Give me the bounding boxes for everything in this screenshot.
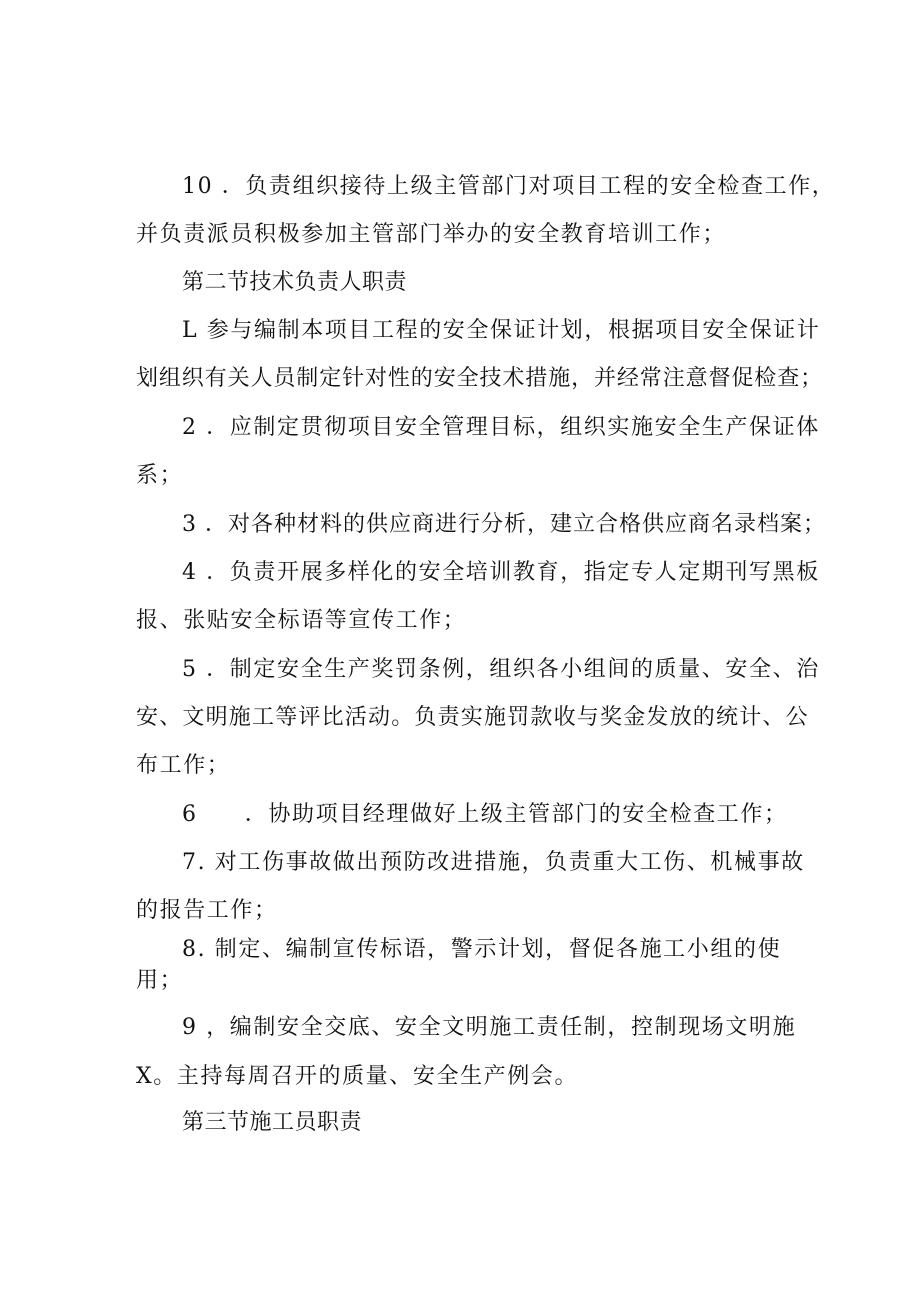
item-1-line-1: L 参与编制本项目工程的安全保证计划，根据项目安全保证计 [182, 318, 821, 343]
item-8-line-1: 8. 制定、编制宣传标语，警示计划，督促各施工小组的使 [182, 937, 782, 962]
item-5-line-2: 安、文明施工等评比活动。负责实施罚款收与奖金发放的统计、公 [136, 705, 809, 730]
item-7-line-1: 7. 对工伤事故做出预防改进措施，负责重大工伤、机械事故 [182, 850, 805, 875]
item-10-line-1: 10 ．负责组织接待上级主管部门对项目工程的安全检查工作， [182, 174, 836, 199]
item-5-line-3: 布工作； [136, 753, 231, 778]
item-10-line-2: 并负责派员积极参加主管部门举办的安全教育培训工作； [136, 222, 727, 247]
item-9-line-2: X。主持每周召开的质量、安全生产例会。 [136, 1064, 579, 1089]
item-1-line-2: 划组织有关人员制定针对性的安全技术措施，并经常注意督促检查； [136, 366, 824, 391]
section-heading-3: 第三节施工员职责 [182, 1110, 363, 1135]
item-4-line-1: 4 ．负责开展多样化的安全培训教育，指定专人定期刊写黑板 [182, 560, 820, 585]
item-6-line-1: 6 ．协助项目经理做好上级主管部门的安全检查工作； [182, 802, 788, 827]
item-5-line-1: 5 ．制定安全生产奖罚条例，组织各小组间的质量、安全、治 [182, 657, 820, 682]
item-7-line-2: 的报告工作； [136, 898, 278, 923]
item-2-line-2: 系； [136, 463, 184, 488]
item-9-line-1: 9 ，编制安全交底、安全文明施工责任制，控制现场文明施 [182, 1015, 797, 1040]
item-2-line-1: 2 ．应制定贯彻项目安全管理目标，组织实施安全生产保证体 [182, 415, 820, 440]
item-4-line-2: 报、张贴安全标语等宣传工作； [136, 608, 467, 633]
item-8-line-2: 用； [136, 968, 184, 993]
section-heading-2: 第二节技术负责人职责 [182, 270, 408, 295]
item-3-line-1: 3 ．对各种材料的供应商进行分析，建立合格供应商名录档案； [182, 512, 826, 537]
